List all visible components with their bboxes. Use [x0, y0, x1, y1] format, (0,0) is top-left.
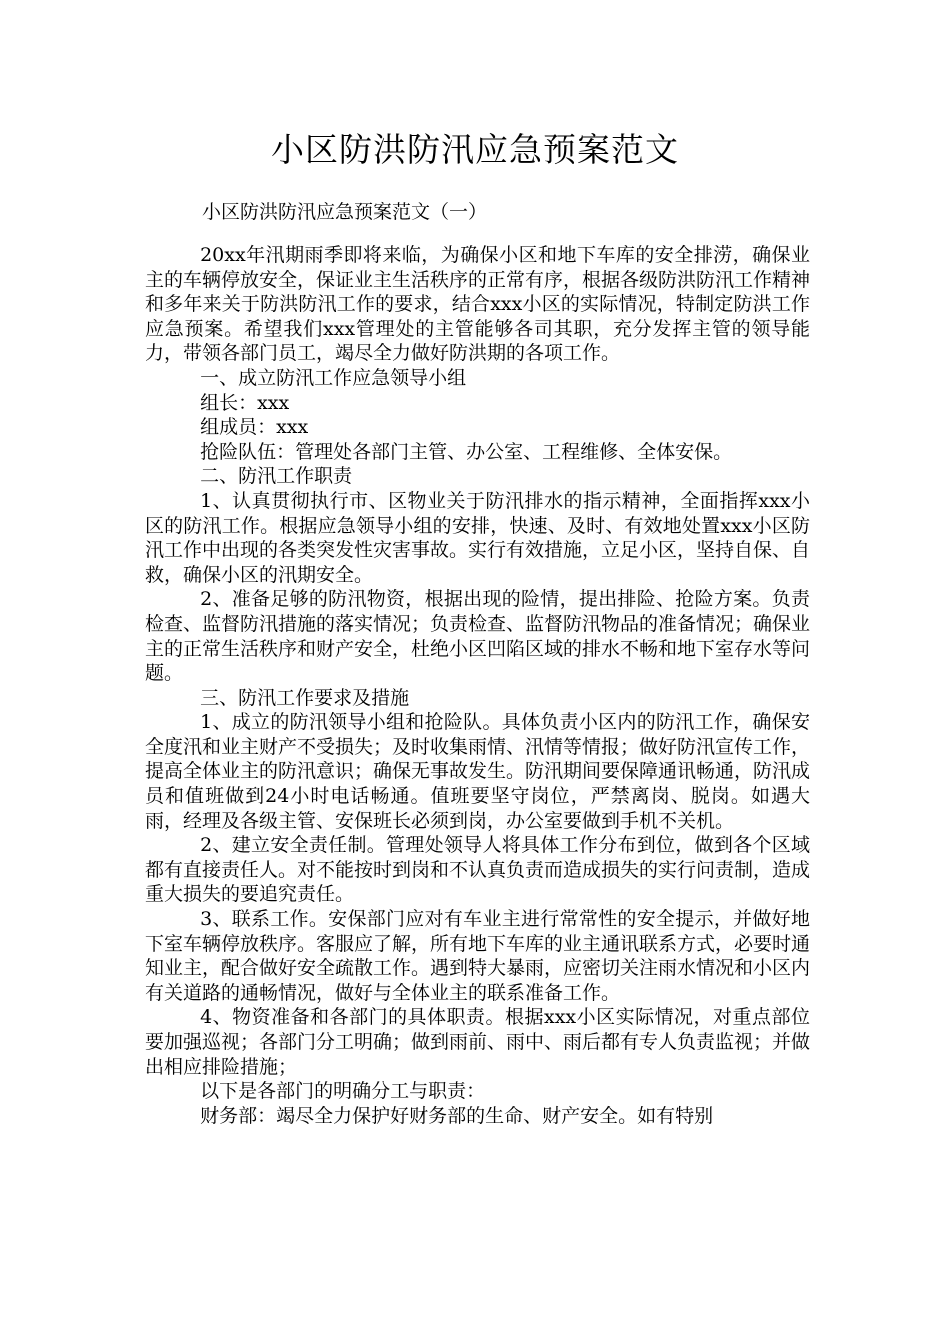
finance-dept-line: 财务部：竭尽全力保护好财务部的生命、财产安全。如有特别: [200, 1104, 714, 1127]
section-heading-3: 三、防汛工作要求及措施: [200, 686, 410, 709]
document-subtitle: 小区防洪防汛应急预案范文（一）: [202, 201, 488, 223]
document-body: [145, 243, 810, 1128]
section-heading-1: 一、成立防汛工作应急领导小组: [200, 366, 467, 389]
duty-paragraph-1: 1、认真贯彻执行市、区物业关于防汛排水的指示精神，全面指挥xxx小区的防汛工作。根据应急领导小组的安排，快速、及时、有效地处置xxx小区防汛工作中出现的各类突发性灾害事故。实行有效措施，立足小区，坚持自保、自救，确保小区的汛期安全。: [145, 489, 811, 586]
rescue-team-line: 抢险队伍：管理处各部门主管、办公室、工程维修、全体安保。: [200, 440, 733, 463]
section-heading-2: 二、防汛工作职责: [200, 465, 353, 488]
measure-paragraph-2: 2、建立安全责任制。管理处领导人将具体工作分布到位，做到各个区域都有直接责任人。对不能按时到岗和不认真负责而造成损失的实行问责制，造成重大损失的要追究责任。: [145, 834, 811, 906]
measure-paragraph-3: 3、联系工作。安保部门应对有车业主进行常常性的安全提示，并做好地下室车辆停放秩序。客服应了解，所有地下车库的业主通讯联系方式，必要时通知业主，配合做好安全疏散工作。遇到特大暴雨，应密切关注雨水情况和小区内有关道路的通畅情况，做好与全体业主的联系准备工作。: [145, 908, 811, 1004]
measure-paragraph-1: 1、成立的防汛领导小组和抢险队。具体负责小区内的防汛工作，确保安全度汛和业主财产不受损失；及时收集雨情、汛情等情报；做好防汛宣传工作，提高全体业主的防汛意识；确保无事故发生。防汛期间要保障通讯畅通，防汛成员和值班做到24小时电话畅通。值班要坚守岗位，严禁离岗、脱岗。如遇大雨，经理及各级主管、安保班长必须到岗，办公室要做到手机不关机。: [145, 711, 811, 832]
intro-paragraph: 20xx年汛期雨季即将来临，为确保小区和地下车库的安全排涝，确保业主的车辆停放安全，保证业主生活秩序的正常有序，根据各级防洪防汛工作精神和多年来关于防洪防汛工作的要求，结合xxx小区的实际情况，特制定防洪工作应急预案。希望我们xxx管理处的主管能够各司其职，充分发挥主管的领导能力，带领各部门员工，竭尽全力做好防洪期的各项工作。: [145, 244, 811, 365]
team-leader-line: 组长：xxx: [200, 391, 290, 414]
duty-paragraph-2: 2、准备足够的防汛物资，根据出现的险情，提出排险、抢险方案。负责检查、监督防汛措施的落实情况；负责检查、监督防汛物品的准备情况；确保业主的正常生活秩序和财产安全，杜绝小区凹陷区域的排水不畅和地下室存水等问题。: [145, 588, 811, 685]
document-title: 小区防洪防汛应急预案范文: [271, 130, 679, 169]
team-members-line: 组成员：xxx: [200, 416, 309, 439]
division-intro-line: 以下是各部门的明确分工与职责：: [200, 1080, 486, 1103]
measure-paragraph-4: 4、物资准备和各部门的具体职责。根据xxx小区实际情况，对重点部位要加强巡视；各部门分工明确；做到雨前、雨中、雨后都有专人负责监视；并做出相应排险措施；: [145, 1006, 811, 1078]
